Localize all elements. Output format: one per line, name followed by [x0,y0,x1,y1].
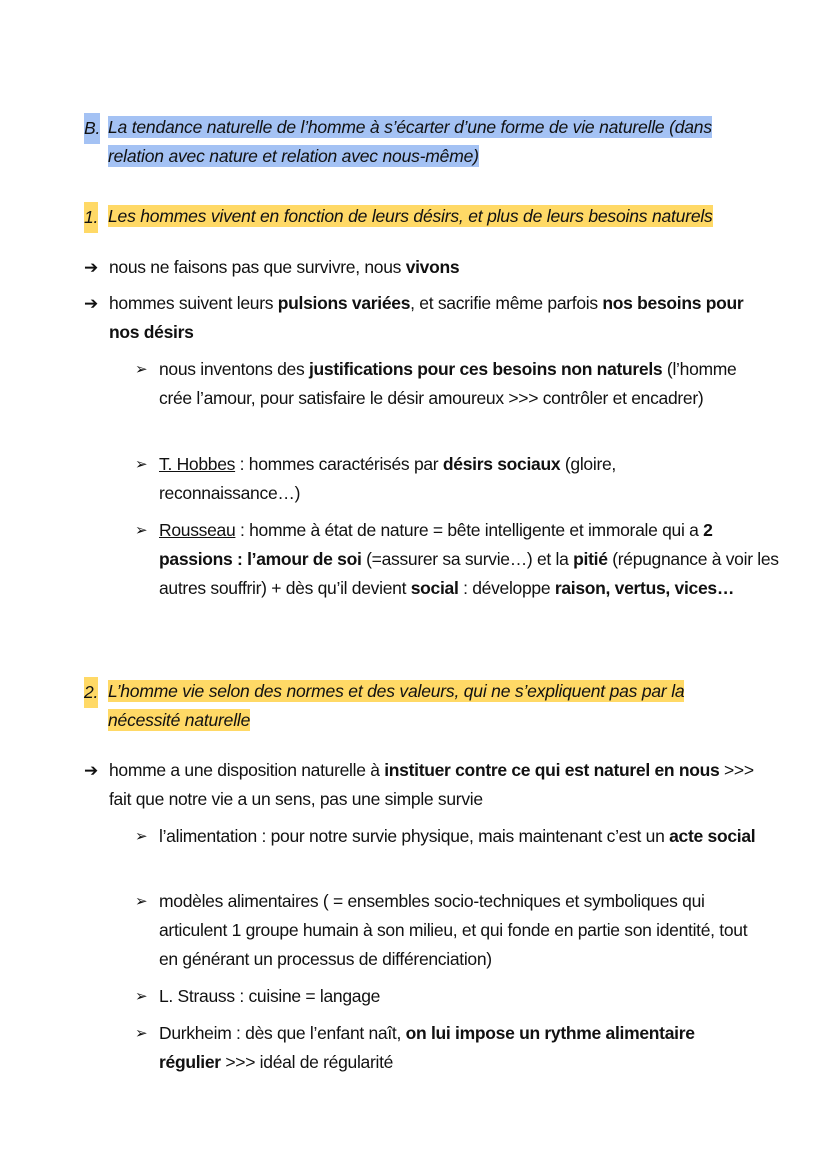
section-1-title: Les hommes vivent en fonction de leurs désirs, et plus de leurs besoins naturels [108,206,713,226]
bullet-icon: ➢ [135,522,148,539]
section-2-heading [84,677,734,734]
bullet-icon: ➢ [135,456,148,473]
arrow-icon: ➔ [84,294,98,313]
bullet-icon: ➢ [135,988,148,1005]
section-1-label: 1. [84,202,98,233]
arrow-icon: ➔ [84,258,98,277]
section-2-label: 2. [84,677,98,708]
section-b-title: La tendance naturelle de l’homme à s’écarter d’une forme de vie naturelle (dans relation avec nature et relation avec nous-même) [108,117,712,166]
bullet-icon: ➢ [135,828,148,845]
section-b-heading [84,113,764,170]
document-page: B. La tendance naturelle de l’homme à s’écarter d’une forme de vie naturelle (dans relation avec nature et relation avec nous-même) 1. Les hommes vivent en fonction de leurs désirs, et plus de leurs besoins naturels ➔ nous ne faisons pas que survivre, nous vivons ➔ hommes suivent leurs pulsions variées, et sacrifie même parfois nos besoins pour nos désirs ➢ nous inventons des justifications pour ces besoins non naturels (l’homme crée l’amour, pour satisfaire le désir amoureux >>> contrôler et encadrer) ➢ T. Hobbes : hommes caractérisés par désirs sociaux (gloire, reconnaissance…) ➢ Rousseau : homme à état de nature = bête intelligente et immorale qui a 2 passions : l’amour de soi (=assurer sa survie…) et la pitié (répugnance à voir les autres souffrir) + dès qu’il devient social : développe raison, vertus, vices… 2. L’homme vie selon des normes et des valeurs, qui ne s’expliquent pas par la nécessité naturelle ➔ homme a une disposition naturelle à instituer contre ce qui est naturel en nous >>> fait que notre vie a un sens, pas une simple survie ➢ l’alimentation : pour notre survie physique, mais maintenant c’est un acte social ➢ modèles alimentaires ( = ensembles socio-techniques et symboliques qui articulent 1 groupe humain à son milieu, et qui fonde en partie son identité, tout en générant un processus de différenciation) ➢ L. Strauss : cuisine = langage ➢ Durkheim : dès que l’enfant naît, on lui impose un rythme alimentaire régulier >>> idéal de régularité [0,0,828,1169]
bullet-icon: ➢ [135,893,148,910]
bullet-icon: ➢ [135,1025,148,1042]
section-2-title: L’homme vie selon des normes et des valeurs, qui ne s’expliquent pas par la nécessité naturelle [108,681,685,730]
section-1-heading [84,202,784,231]
section-b-label: B. [84,113,100,144]
bullet-icon: ➢ [135,361,148,378]
arrow-icon: ➔ [84,761,98,780]
